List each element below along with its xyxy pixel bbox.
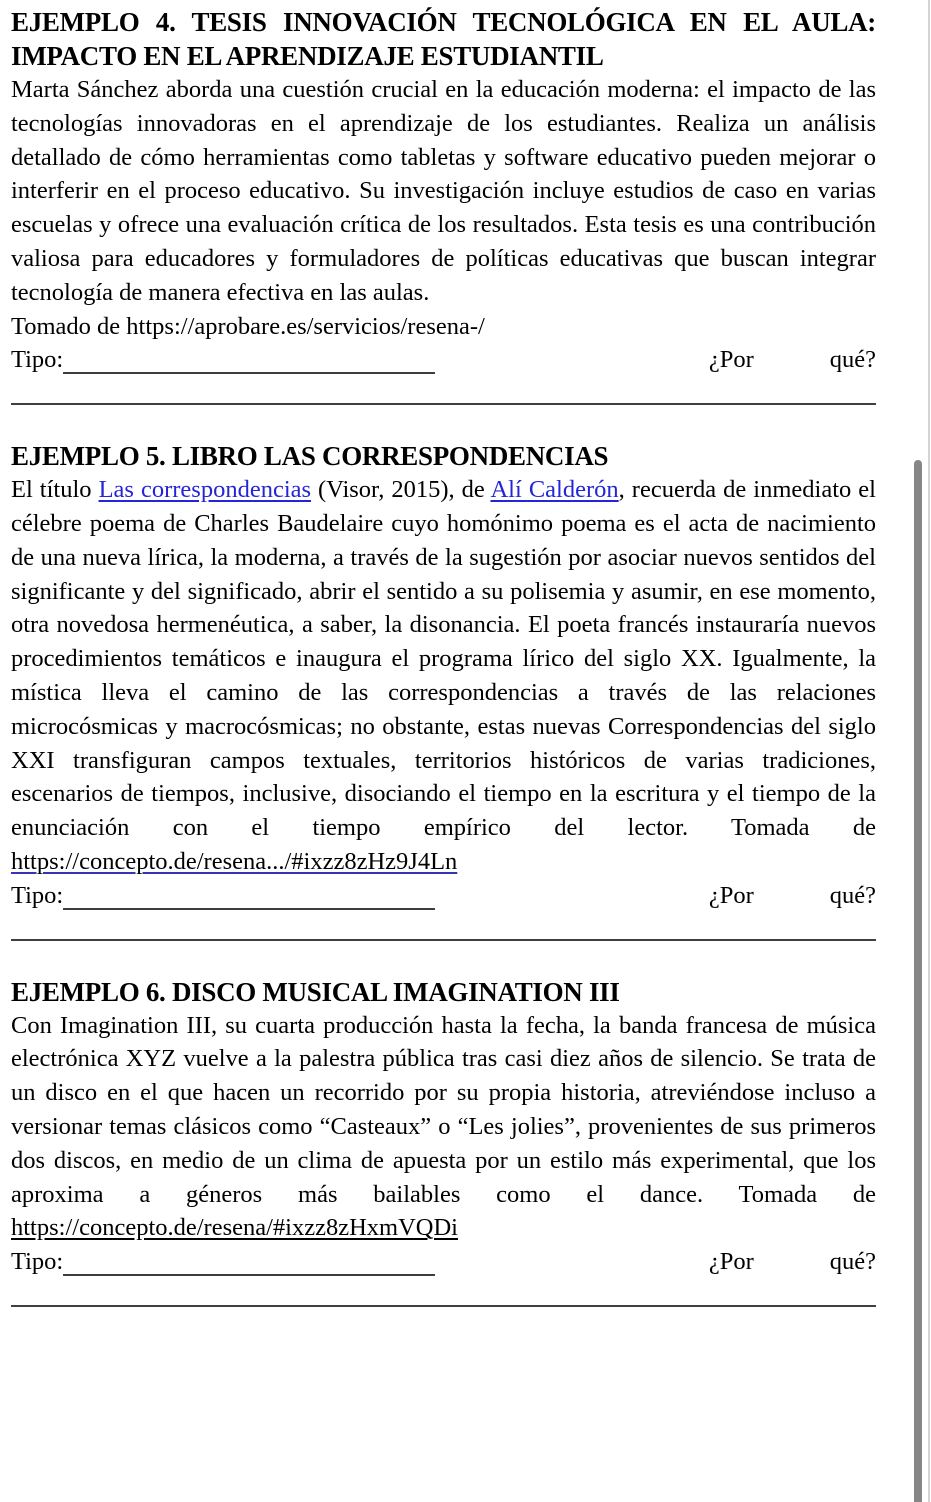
tipo-answer-blank bbox=[63, 372, 435, 374]
section-ejemplo-5 bbox=[11, 439, 876, 940]
answer-line bbox=[11, 403, 876, 405]
tipo-answer-blank bbox=[63, 908, 435, 910]
tipo-row bbox=[11, 1245, 876, 1279]
author-link[interactable]: Alí Calderón bbox=[490, 476, 619, 504]
por-que-group bbox=[709, 879, 876, 913]
por-label: ¿Por bbox=[708, 881, 754, 909]
section-heading: EJEMPLO 6. DISCO MUSICAL IMAGINATION III bbox=[11, 976, 620, 1007]
section-ejemplo-6 bbox=[11, 975, 876, 1307]
por-que-group bbox=[709, 1245, 876, 1279]
scrollbar-track[interactable] bbox=[928, 0, 930, 1502]
section-paragraph bbox=[11, 1009, 876, 1246]
section-heading: EJEMPLO 4. TESIS INNOVACIÓN TECNOLÓGICA EN EL AULA: IMPACTO EN EL APRENDIZAJE ESTUDIANTIL bbox=[11, 7, 876, 71]
section-paragraph bbox=[11, 473, 876, 879]
source-url-link[interactable]: https://concepto.de/resena/#ixzz8zHxmVQDi bbox=[11, 1214, 458, 1242]
tipo-row bbox=[11, 343, 876, 377]
por-que-group bbox=[709, 343, 876, 377]
tipo-label: Tipo: bbox=[11, 1248, 64, 1276]
tipo-label: Tipo: bbox=[11, 346, 64, 374]
tipo-answer-blank bbox=[63, 1274, 435, 1276]
paragraph-text: El título bbox=[11, 476, 99, 504]
por-label: ¿Por bbox=[708, 346, 754, 374]
source-url-link[interactable]: https://concepto.de/resena.../#ixzz8zHz9J4Ln bbox=[11, 847, 458, 875]
book-title-link[interactable]: Las correspondencias bbox=[98, 476, 312, 504]
section-paragraph: Marta Sánchez aborda una cuestión crucial en la educación moderna: el impacto de las tecnologías innovadoras en el aprendizaje de los estudiantes. Realiza un análisis detallado de cómo herramientas como tabletas y software educativo pueden mejorar o interferir en el proceso educativo. Su investigación incluye estudios de caso en varias escuelas y ofrece una evaluación crítica de los resultados. Esta tesis es una contribución valiosa para educadores y formuladores de políticas educativas que buscan integrar tecnología de manera efectiva en las aulas. bbox=[11, 76, 876, 306]
section-heading: EJEMPLO 5. LIBRO LAS CORRESPONDENCIAS bbox=[11, 441, 609, 472]
por-label: ¿Por bbox=[708, 1248, 754, 1276]
que-label: qué? bbox=[829, 881, 876, 909]
source-line: Tomado de https://aprobare.es/servicios/resena-/ bbox=[11, 312, 485, 340]
answer-line bbox=[11, 1305, 876, 1307]
section-ejemplo-4 bbox=[11, 5, 876, 405]
answer-line bbox=[11, 939, 876, 941]
tipo-row bbox=[11, 879, 876, 913]
scrollbar-thumb[interactable] bbox=[914, 460, 922, 1502]
que-label: qué? bbox=[829, 1248, 876, 1276]
tipo-label: Tipo: bbox=[11, 881, 64, 909]
que-label: qué? bbox=[829, 346, 876, 374]
paragraph-text: , recuerda de inmediato el célebre poema de Charles Baudelaire cuyo homónimo poema es el acta de nacimiento de una nueva lírica, la moderna, a través de la sugestión por asociar nuevos sentidos del significante y del significado, abrir el sentido a su polisemia y asumir, en ese momento, otra novedosa hermenéutica, a saber, la disonancia. El poeta francés instauraría nuevos procedimientos temáticos e inaugura el programa lírico del siglo XX. Igualmente, la mística lleva el camino de las correspondencias a través de las relaciones microcósmicas y macrocósmicas; no obstante, estas nuevas Correspondencias del siglo XXI transfiguran campos textuales, territorios históricos de varias tradiciones, escenarios de tiempos, inclusive, disociando el tiempo en la escritura y el tiempo de la enunciación con el tiempo empírico del lector. Tomada de bbox=[11, 476, 876, 842]
paragraph-text: Con Imagination III, su cuarta producción hasta la fecha, la banda francesa de música electrónica XYZ vuelve a la palestra pública tras casi diez años de silencio. Se trata de un disco en el que hacen un recorrido por su propia historia, atreviéndose incluso a versionar temas clásicos como “Casteaux” o “Les jolies”, provenientes de sus primeros dos discos, en medio de un clima de apuesta por un estilo más experimental, que los aproxima a géneros más bailables como el dance. Tomada de bbox=[11, 1011, 876, 1208]
paragraph-text: (Visor, 2015), de bbox=[311, 476, 491, 504]
